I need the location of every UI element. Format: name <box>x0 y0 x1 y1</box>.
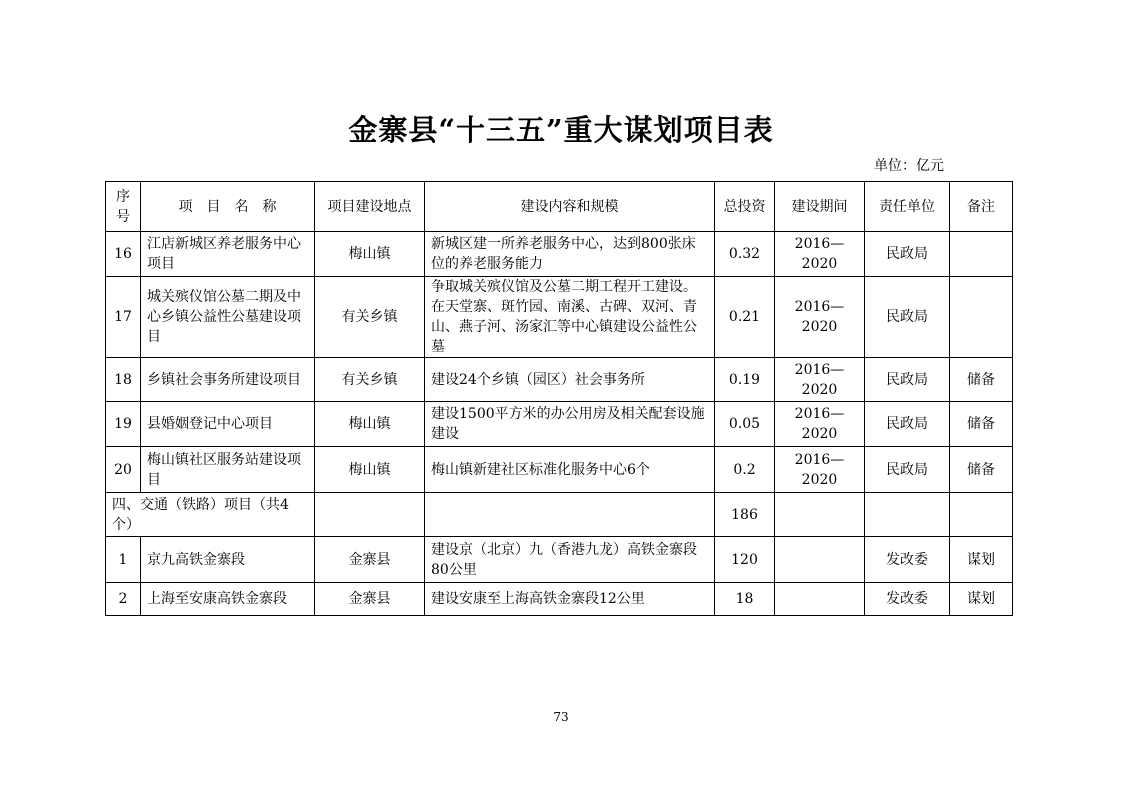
page-number: 73 <box>553 710 569 724</box>
section-investment: 186 <box>715 493 775 537</box>
cell-seq: 20 <box>106 447 141 493</box>
cell-remark <box>950 493 1013 537</box>
header-investment: 总投资 <box>715 182 775 232</box>
cell-period: 2016—2020 <box>775 277 865 358</box>
section-label: 四、交通（铁路）项目（共4个） <box>106 493 315 537</box>
cell-seq: 16 <box>106 232 141 277</box>
table-row <box>106 447 1013 493</box>
cell-period <box>775 537 865 583</box>
cell-name: 梅山镇社区服务站建设项目 <box>141 447 315 493</box>
cell-investment: 0.2 <box>715 447 775 493</box>
project-table <box>105 181 1013 616</box>
header-period: 建设期间 <box>775 182 865 232</box>
header-unit: 责任单位 <box>865 182 950 232</box>
cell-content <box>425 493 715 537</box>
cell-unit: 民政局 <box>865 402 950 447</box>
cell-period <box>775 493 865 537</box>
cell-remark <box>950 232 1013 277</box>
cell-name: 城关殡仪馆公墓二期及中心乡镇公益性公墓建设项目 <box>141 277 315 358</box>
cell-unit: 发改委 <box>865 537 950 583</box>
cell-content: 新城区建一所养老服务中心，达到800张床位的养老服务能力 <box>425 232 715 277</box>
header-location: 项目建设地点 <box>315 182 425 232</box>
cell-unit: 发改委 <box>865 583 950 616</box>
cell-content: 争取城关殡仪馆及公墓二期工程开工建设。在天堂寨、斑竹园、南溪、古碑、双河、青山、燕子河、汤家汇等中心镇建设公益性公墓 <box>425 277 715 358</box>
section-row <box>106 493 1013 537</box>
cell-unit: 民政局 <box>865 447 950 493</box>
cell-period: 2016—2020 <box>775 358 865 402</box>
cell-remark: 谋划 <box>950 583 1013 616</box>
cell-seq: 19 <box>106 402 141 447</box>
table-row <box>106 358 1013 402</box>
cell-location: 梅山镇 <box>315 447 425 493</box>
table-row <box>106 583 1013 616</box>
cell-period: 2016—2020 <box>775 402 865 447</box>
cell-name: 江店新城区养老服务中心项目 <box>141 232 315 277</box>
cell-name: 县婚姻登记中心项目 <box>141 402 315 447</box>
table-header-row <box>106 182 1013 232</box>
cell-content: 建设24个乡镇（园区）社会事务所 <box>425 358 715 402</box>
cell-location: 梅山镇 <box>315 232 425 277</box>
page-title: 金寨县“十三五”重大谋划项目表 <box>348 113 774 147</box>
cell-location: 金寨县 <box>315 583 425 616</box>
cell-content: 建设1500平方米的办公用房及相关配套设施建设 <box>425 402 715 447</box>
cell-period <box>775 583 865 616</box>
cell-investment: 0.32 <box>715 232 775 277</box>
cell-unit: 民政局 <box>865 277 950 358</box>
cell-content: 建设安康至上海高铁金寨段12公里 <box>425 583 715 616</box>
header-remark: 备注 <box>950 182 1013 232</box>
cell-location: 梅山镇 <box>315 402 425 447</box>
cell-content: 梅山镇新建社区标准化服务中心6个 <box>425 447 715 493</box>
cell-investment: 0.19 <box>715 358 775 402</box>
cell-investment: 0.05 <box>715 402 775 447</box>
header-name: 项 目 名 称 <box>141 182 315 232</box>
header-content: 建设内容和规模 <box>425 182 715 232</box>
cell-remark: 储备 <box>950 447 1013 493</box>
cell-location: 有关乡镇 <box>315 277 425 358</box>
cell-seq: 17 <box>106 277 141 358</box>
table-row <box>106 537 1013 583</box>
cell-location: 有关乡镇 <box>315 358 425 402</box>
table-row <box>106 402 1013 447</box>
unit-label: 单位：亿元 <box>874 158 944 174</box>
cell-remark: 谋划 <box>950 537 1013 583</box>
cell-period: 2016—2020 <box>775 232 865 277</box>
cell-name: 乡镇社会事务所建设项目 <box>141 358 315 402</box>
cell-remark: 储备 <box>950 402 1013 447</box>
header-seq: 序号 <box>106 182 141 232</box>
cell-name: 京九高铁金寨段 <box>141 537 315 583</box>
cell-investment: 0.21 <box>715 277 775 358</box>
cell-seq: 18 <box>106 358 141 402</box>
cell-remark: 储备 <box>950 358 1013 402</box>
cell-name: 上海至安康高铁金寨段 <box>141 583 315 616</box>
cell-content: 建设京（北京）九（香港九龙）高铁金寨段80公里 <box>425 537 715 583</box>
cell-investment: 120 <box>715 537 775 583</box>
table-row <box>106 232 1013 277</box>
cell-seq: 1 <box>106 537 141 583</box>
cell-unit: 民政局 <box>865 358 950 402</box>
table-row <box>106 277 1013 358</box>
cell-period: 2016—2020 <box>775 447 865 493</box>
cell-investment: 18 <box>715 583 775 616</box>
cell-unit <box>865 493 950 537</box>
cell-location <box>315 493 425 537</box>
cell-location: 金寨县 <box>315 537 425 583</box>
cell-unit: 民政局 <box>865 232 950 277</box>
cell-seq: 2 <box>106 583 141 616</box>
cell-remark <box>950 277 1013 358</box>
